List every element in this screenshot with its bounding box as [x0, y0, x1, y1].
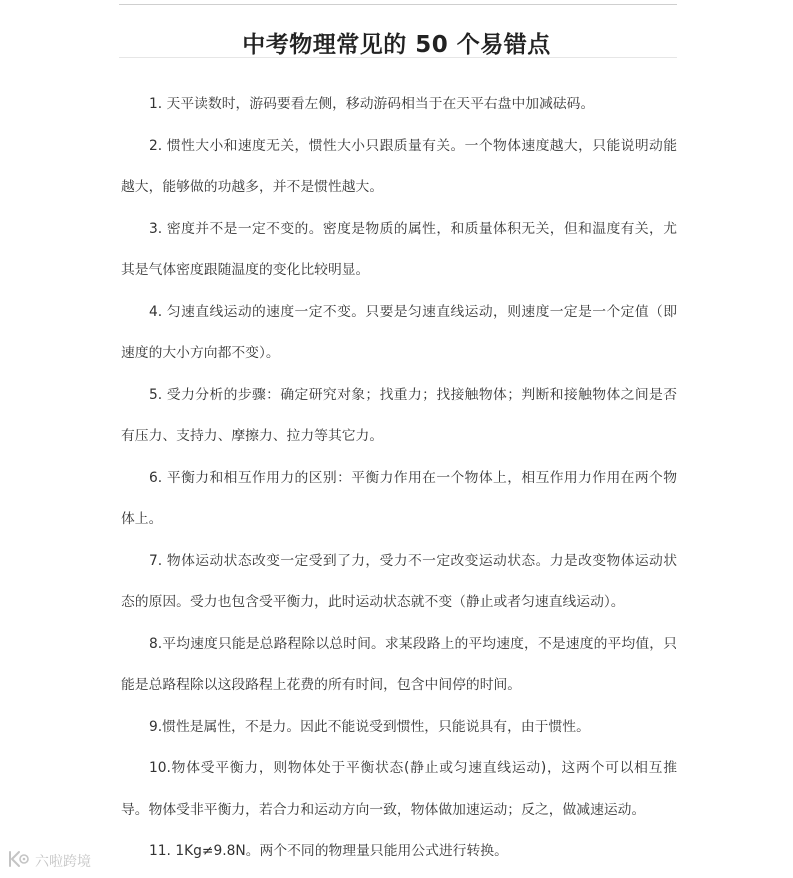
list-item: 11. 1Kg≠9.8N。两个不同的物理量只能用公式进行转换。 — [149, 843, 508, 859]
list-item: 2. 惯性大小和速度无关，惯性大小只跟质量有关。一个物体速度越大，只能说明动能越大，能够做的功越多，并不是惯性越大。 — [121, 137, 677, 195]
list-item: 5. 受力分析的步骤：确定研究对象；找重力；找接触物体；判断和接触物体之间是否有压力、支持力、摩擦力、拉力等其它力。 — [121, 386, 677, 444]
list-item: 8.平均速度只能是总路程除以总时间。求某段路上的平均速度，不是速度的平均值，只能是总路程除以这段路程上花费的所有时间，包含中间停的时间。 — [121, 635, 677, 693]
list-item: 9.惯性是属性，不是力。因此不能说受到惯性，只能说具有，由于惯性。 — [149, 718, 590, 735]
list-item: 1. 天平读数时，游码要看左侧，移动游码相当于在天平右盘中加减砝码。 — [149, 96, 595, 112]
list-item: 6. 平衡力和相互作用力的区别：平衡力作用在一个物体上，相互作用力作用在两个物体上。 — [121, 469, 677, 527]
title-divider — [119, 57, 677, 58]
list-item: 10.物体受平衡力，则物体处于平衡状态(静止或匀速直线运动)，这两个可以相互推导。物体受非平衡力，若合力和运动方向一致，物体做加速运动；反之，做减速运动。 — [121, 760, 677, 818]
list-item: 4. 匀速直线运动的速度一定不变。只要是匀速直线运动，则速度一定是一个定值（即速度的大小方向都不变）。 — [121, 303, 677, 361]
k-swirl-logo-icon — [7, 850, 31, 873]
watermark — [7, 850, 91, 873]
top-divider — [119, 4, 677, 5]
list-item: 3. 密度并不是一定不变的。密度是物质的属性，和质量体积无关，但和温度有关，尤其是气体密度跟随温度的变化比较明显。 — [121, 220, 677, 278]
list-item: 7. 物体运动状态改变一定受到了力，受力不一定改变运动状态。力是改变物体运动状态的原因。受力也包含受平衡力，此时运动状态就不变（静止或者匀速直线运动）。 — [121, 552, 677, 610]
tips-list — [121, 84, 677, 873]
page-title: 中考物理常见的 50 个易错点 — [242, 32, 551, 59]
watermark-text: 六啦跨境 — [35, 853, 91, 870]
